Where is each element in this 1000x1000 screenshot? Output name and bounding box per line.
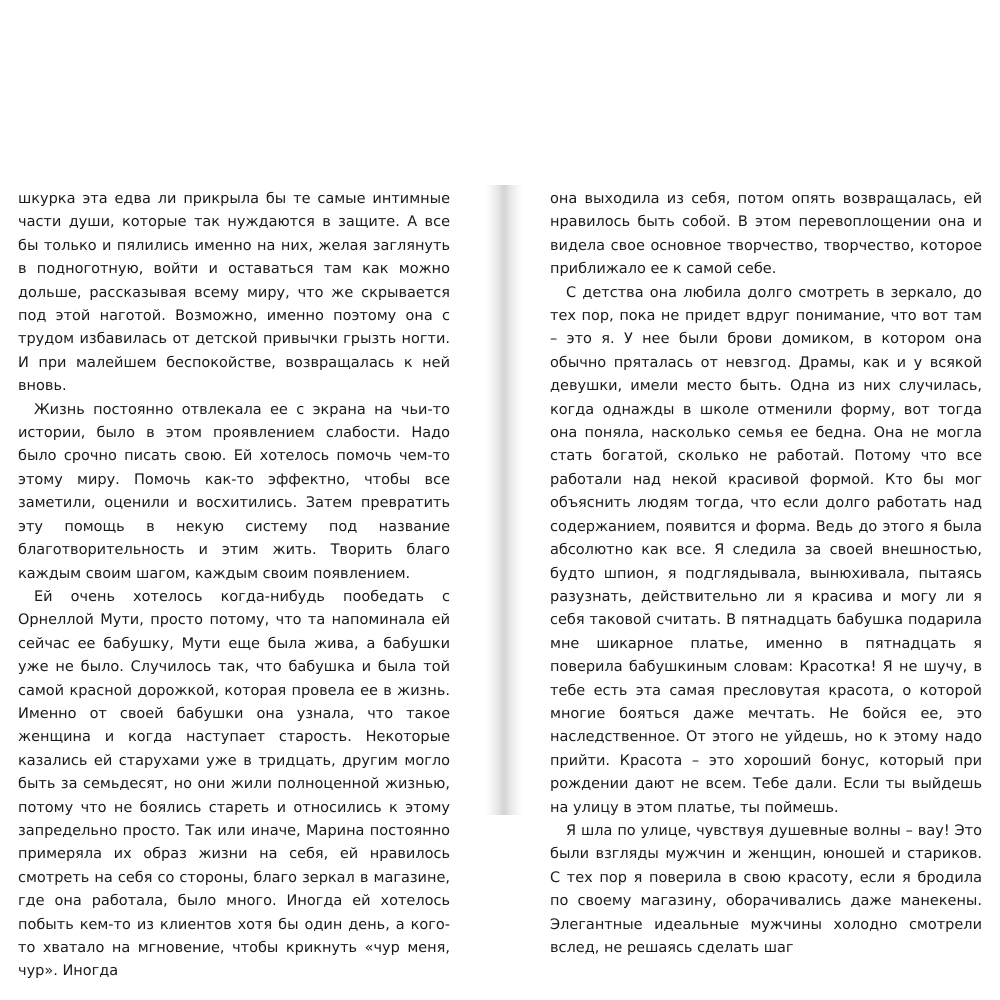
left-page — [18, 188, 450, 984]
right-paragraph-3: Я шла по улице, чувствуя душевные волны – вау! Это были взгляды мужчин и женщин, юношей и стариков. С тех пор я поверила в свою красоту, если я бродила по своему магазину, оборачивались даже манекены. Элегантные идеальные мужчины холодно смотрели вслед, не решаясь сделать шаг — [550, 822, 982, 956]
right-page — [550, 188, 982, 960]
left-paragraph-1: шкурка эта едва ли прикрыла бы те самые интимные части души, которые так нуждаются в защите. А все бы только и пялились именно на них, желая заглянуть в подноготную, войти и оставаться там как можно дольше, рассказывая всему миру, что же скрывается под этой наготой. Возможно, именно поэтому она с трудом избавилась от детской привычки грызть ногти. И при малейшем беспокойстве, возвращалась к ней вновь. — [18, 191, 450, 395]
right-paragraph-1: она выходила из себя, потом опять возвращалась, ей нравилось быть собой. В этом перевоплощении она и видела свое основное творчество, творчество, которое приближало ее к самой себе. — [550, 191, 982, 278]
left-paragraph-3: Ей очень хотелось когда-нибудь пообедать с Орнеллой Мути, просто потому, что та напоминала ей сейчас ее бабушку, Мути еще была жива, а бабушки уже не было. Случилось так, что бабушка и была той самой красной дорожкой, которая провела ее в жизнь. Именно от своей бабушки она узнала, что такое женщина и когда наступает старость. Некоторые казались ей старухами уже в тридцать, другим могло быть за семьдесят, но они жили полноценной жизнью, потому что не боялись стареть и относились к этому запредельно просто. Так или иначе, Марина постоянно примеряла их образ жизни на себя, ей нравилось смотреть на себя со стороны, благо зеркал в магазине, где она работала, было много. Иногда ей хотелось побыть кем-то из клиентов хотя бы один день, а кого-то хватало на мгновение, чтобы крикнуть «чур меня, чур». Иногда — [18, 588, 450, 980]
left-paragraph-2: Жизнь постоянно отвлекала ее с экрана на чьи-то истории, было в этом проявлением слабости. Надо было срочно писать свою. Ей хотелось помочь чем-то этому миру. Помочь как-то эффектно, чтобы все заметили, оценили и восхитились. Затем превратить эту помощь в некую систему под название благотворительность и этим жить. Творить благо каждым своим шагом, каждым своим появлением. — [18, 401, 450, 582]
right-paragraph-2: С детства она любила долго смотреть в зеркало, до тех пор, пока не придет вдруг понимание, что вот там – это я. У нее были брови домиком, в котором она обычно пряталась от невзгод. Драмы, как и у всякой девушки, имели место быть. Одна из них случилась, когда однажды в школе отменили форму, вот тогда она поняла, насколько семья ее бедна. Она не могла стать богатой, сколько не работай. Потому что все работали над некой красивой формой. Кто бы мог объяснить людям тогда, что если долго работать над содержанием, появится и форма. Ведь до этого я была абсолютно как все. Я следила за своей внешностью, будто шпион, я подглядывала, вынюхивала, пытаясь разузнать, действительно ли я красива и могу ли я себя таковой считать. В пятнадцать бабушка подарила мне шикарное платье, именно в пятнадцать я поверила бабушкиным словам: Красотка! Я не шучу, в тебе есть эта самая пресловутая красота, о которой многие бояться даже мечтать. Не бойся ее, это наследственное. От этого не уйдешь, но к этому надо прийти. Красота – это хороший бонус, который при рождении дают не всем. Тебе дали. Если ты выйдешь на улицу в этом платье, ты поймешь. — [550, 284, 982, 816]
book-gutter-shadow — [486, 185, 522, 815]
